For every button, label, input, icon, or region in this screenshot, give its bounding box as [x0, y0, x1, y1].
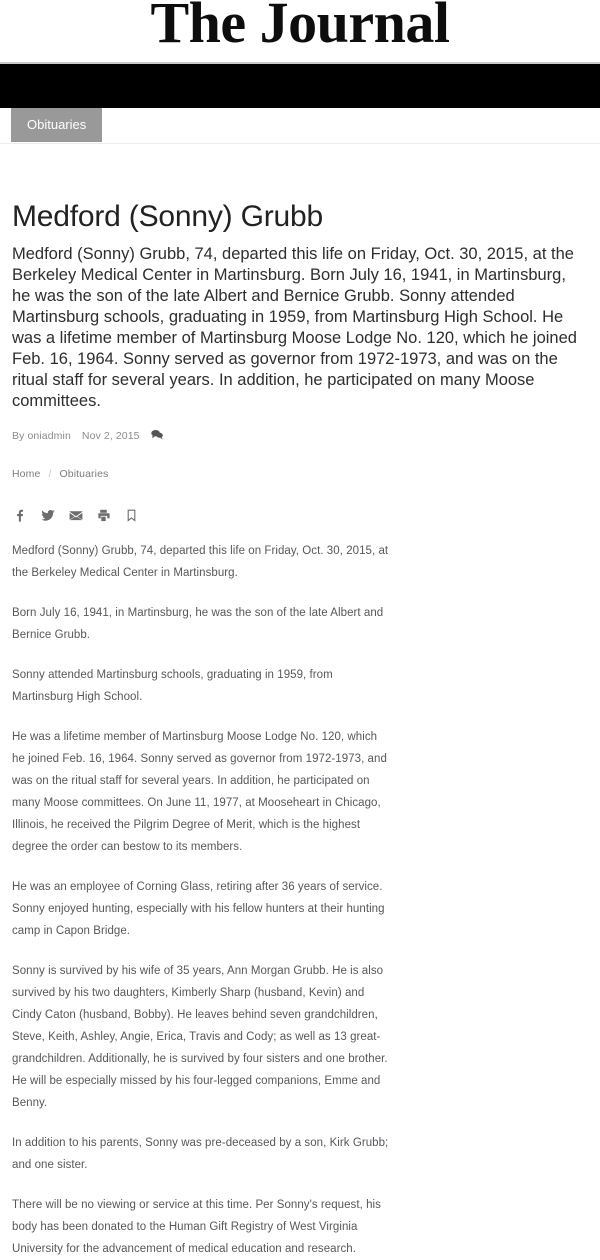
- body-paragraph: There will be no viewing or service at this time. Per Sonny's request, his body has been donated to the Human Gift Registry of West Virginia University for the advancement of medical education and research.: [12, 1199, 381, 1255]
- breadcrumb: [12, 468, 588, 480]
- twitter-icon[interactable]: [40, 508, 55, 523]
- body-paragraph: Sonny is survived by his wife of 35 years, Ann Morgan Grubb. He is also survived by his two daughters, Kimberly Sharp (husband, Kevin) and Cindy Caton (husband, Bobby). He leaves behind seven grandchildren, Steve, Keith, Ashley, Angie, Erica, Travis and Cody; as well as 13 great-grandchildren. Additionally, he is survived by four sisters and one brother. He will be especially missed by his four-legged companions, Emme and Benny.: [12, 965, 388, 1109]
- section-tab-bar: [0, 108, 600, 144]
- byline-date: Nov 2, 2015: [81, 430, 140, 442]
- breadcrumb-current[interactable]: Obituaries: [59, 468, 109, 480]
- article-byline: [12, 429, 588, 443]
- facebook-icon[interactable]: [12, 508, 27, 523]
- body-paragraph: Sonny attended Martinsburg schools, graduating in 1959, from Martinsburg High School.: [12, 669, 333, 703]
- body-paragraph: Born July 16, 1941, in Martinsburg, he was the son of the late Albert and Bernice Grubb.: [12, 607, 384, 641]
- site-logo[interactable]: The Journal: [150, 0, 450, 55]
- article-container: [0, 200, 600, 1260]
- share-toolbar: [12, 506, 588, 524]
- email-icon[interactable]: [68, 508, 83, 523]
- section-tab-obituaries[interactable]: Obituaries: [11, 108, 102, 142]
- body-paragraph: Medford (Sonny) Grubb, 74, departed this life on Friday, Oct. 30, 2015, at the Berkeley Medical Center in Martinsburg.: [12, 545, 389, 579]
- article-body: [12, 540, 390, 1260]
- bookmark-icon[interactable]: [124, 508, 139, 523]
- article-headline: Medford (Sonny) Grubb: [12, 200, 323, 233]
- comment-bubble-icon[interactable]: [151, 429, 163, 443]
- article-standfirst: Medford (Sonny) Grubb, 74, departed this life on Friday, Oct. 30, 2015, at the Berkeley Medical Center in Martinsburg. Born July 16, 1941, in Martinsburg, he was the son of the late Albert and Bernice Grubb. Sonny attended Martinsburg schools, graduating in 1959, from Martinsburg High School. He was a lifetime member of Martinsburg Moose Lodge No. 120, which he joined Feb. 16, 1964. Sonny served as governor from 1972-1973, and was on the ritual staff for several years. In addition, he participated on many Moose committees.: [12, 245, 577, 410]
- body-paragraph: He was an employee of Corning Glass, retiring after 36 years of service. Sonny enjoyed hunting, especially with his fellow hunters at their hunting camp in Capon Bridge.: [12, 881, 385, 937]
- print-icon[interactable]: [96, 508, 111, 523]
- body-paragraph: He was a lifetime member of Martinsburg Moose Lodge No. 120, which he joined Feb. 16, 1964. Sonny served as governor from 1972-1973, and was on the ritual staff for several years. In addition, he participated on many Moose committees. On June 11, 1977, at Mooseheart in Chicago, Illinois, he received the Pilgrim Degree of Merit, which is the highest degree the order can bestow to its members.: [12, 731, 387, 853]
- breadcrumb-separator: /: [48, 468, 52, 480]
- breadcrumb-home[interactable]: Home: [12, 468, 41, 480]
- byline-author[interactable]: By oniadmin: [12, 430, 71, 442]
- primary-navigation[interactable]: [0, 64, 600, 108]
- body-paragraph: In addition to his parents, Sonny was pre-deceased by a son, Kirk Grubb; and one sister.: [12, 1137, 389, 1171]
- site-masthead: [0, 0, 600, 62]
